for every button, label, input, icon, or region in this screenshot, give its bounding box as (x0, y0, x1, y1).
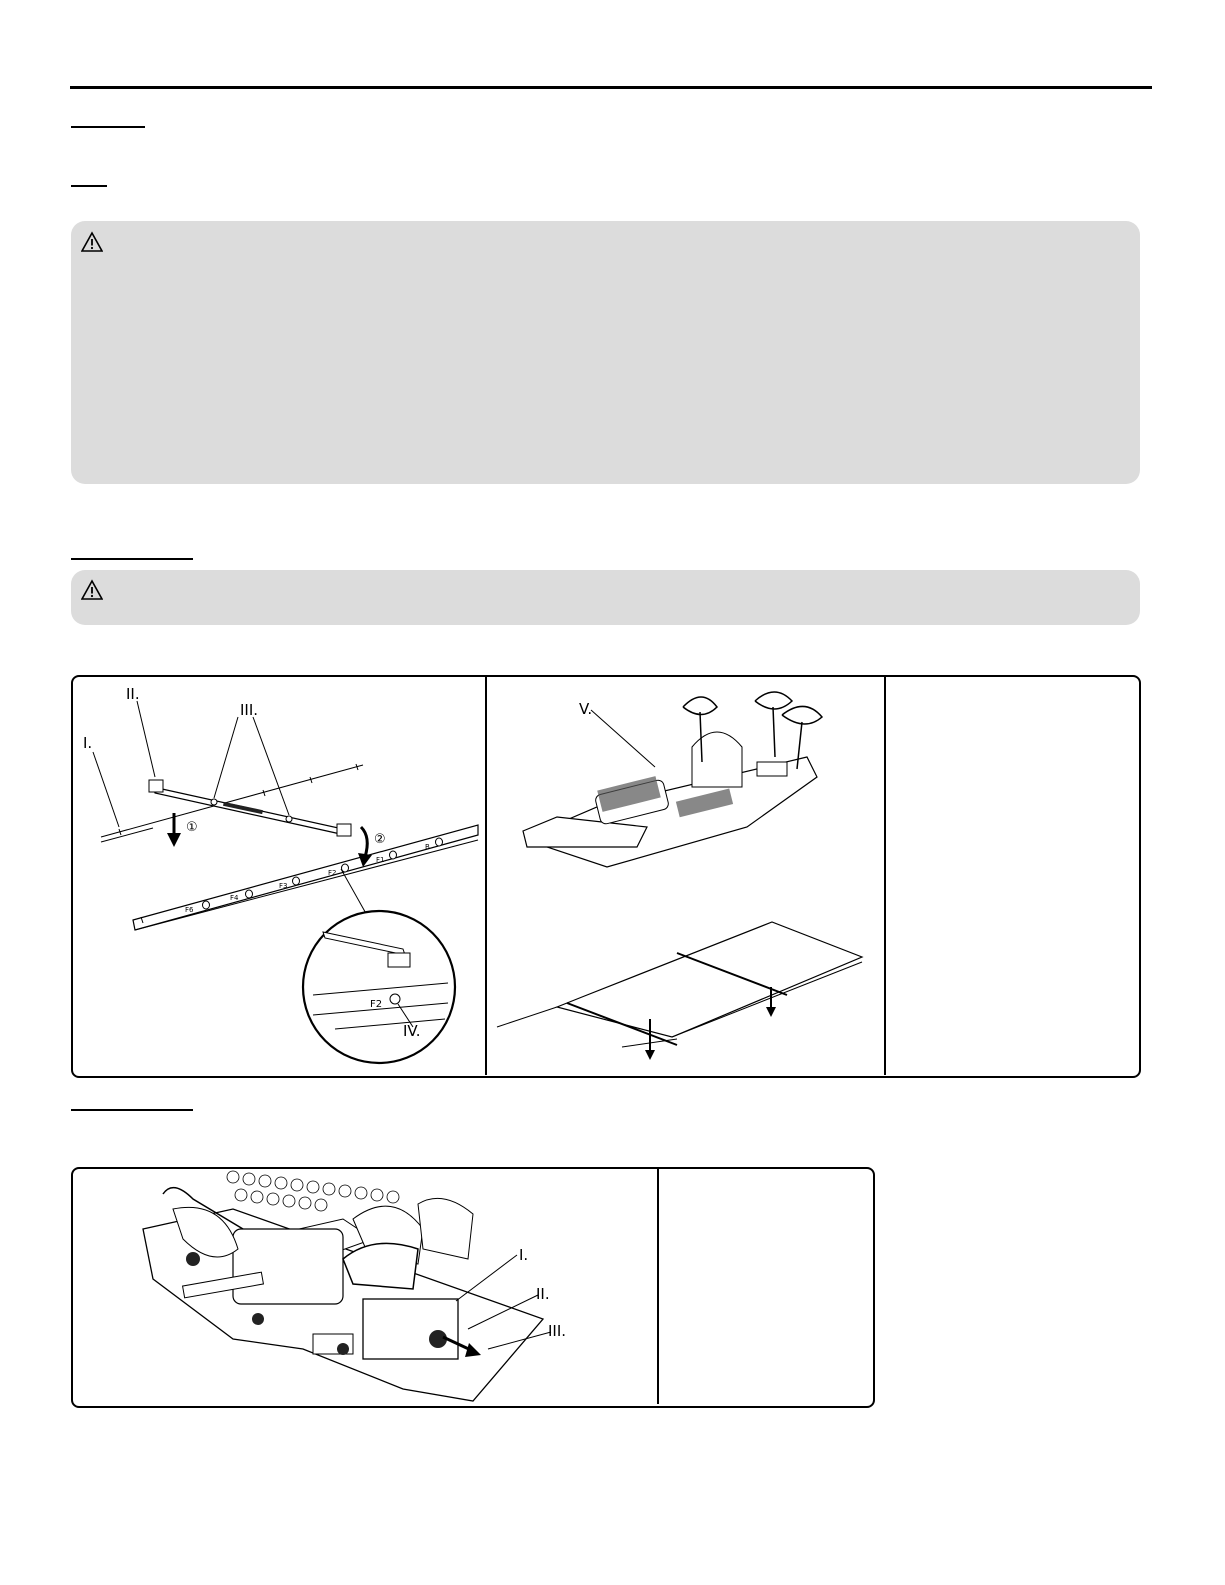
figure-2-release-illustration (73, 1169, 656, 1403)
inset-rail-label: F2 (370, 999, 383, 1010)
rail-label: F4 (230, 894, 239, 902)
step-1-marker: ① (186, 820, 198, 835)
step-2-marker: ② (374, 832, 386, 847)
rail-label: F3 (279, 882, 288, 890)
section-heading-underline-2 (71, 185, 107, 187)
callout-II: II. (126, 685, 140, 703)
rail-label: F6 (185, 906, 194, 914)
top-rule (70, 86, 1152, 89)
callout-III: III. (240, 701, 259, 719)
warning-triangle-icon (81, 579, 103, 601)
figure-1-rail-illustration (73, 677, 484, 1073)
figure-2-callout-III: III. (548, 1322, 567, 1340)
rail-label: B (425, 843, 430, 851)
figure-2-divider (657, 1169, 659, 1404)
callout-I: I. (83, 734, 93, 752)
callout-V: V. (579, 700, 593, 718)
figure-2-callout-II: II. (536, 1285, 550, 1303)
section-heading-underline-1 (71, 126, 145, 128)
section-heading-underline-3 (71, 558, 193, 560)
figure-2-callout-I: I. (519, 1246, 529, 1264)
figure-1-table-illustration (487, 677, 883, 1073)
warning-triangle-icon (81, 231, 103, 253)
warning-box-small (71, 570, 1140, 625)
figure-1-divider-right (884, 677, 886, 1075)
warning-box-large (71, 221, 1140, 484)
rail-label: F2 (328, 869, 337, 877)
section-heading-underline-4 (71, 1109, 193, 1111)
rail-label: F1 (376, 856, 385, 864)
callout-IV: IV. (403, 1022, 421, 1040)
